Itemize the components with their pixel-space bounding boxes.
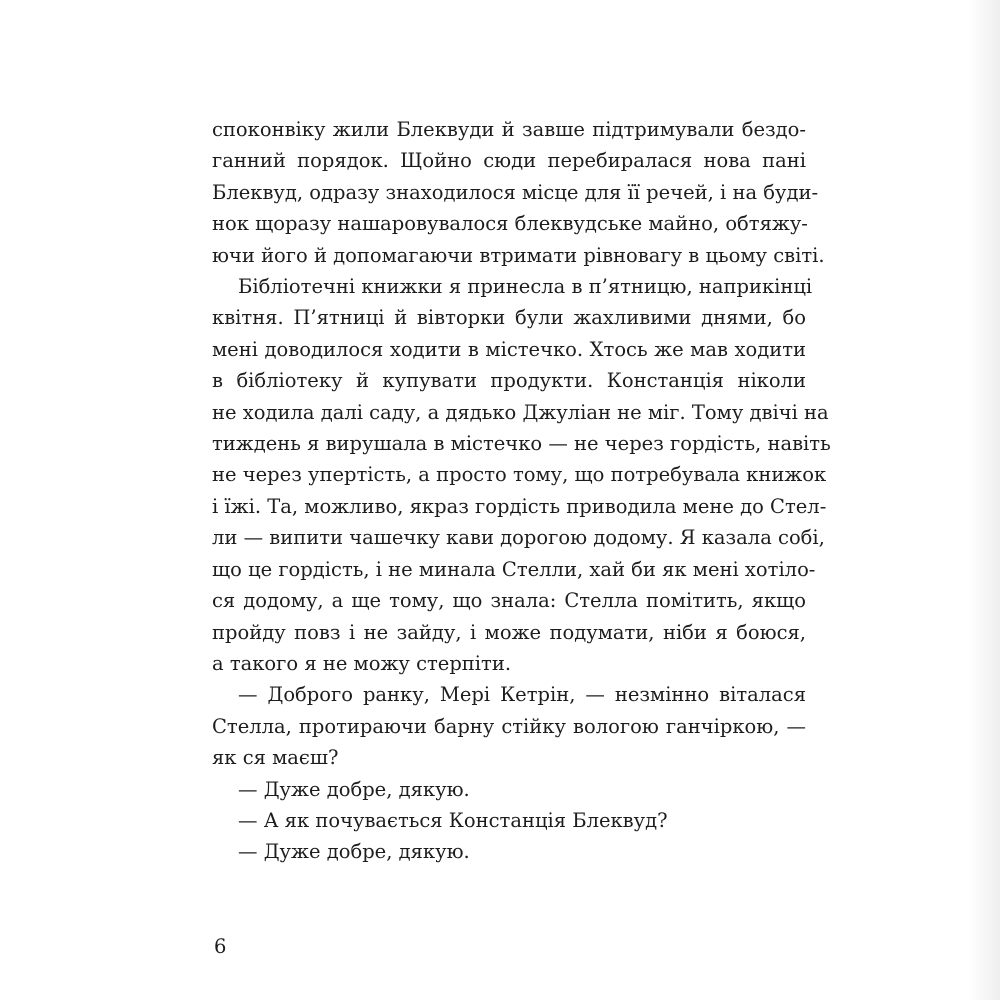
dialogue-line: — А як почувається Констанція Блеквуд?: [238, 808, 668, 832]
text-line: як ся маєш?: [212, 746, 339, 770]
text-line: не ходила далі саду, а дядько Джуліан не міг. Тому двічі на: [212, 400, 829, 424]
text-line: а такого я не можу стерпіти.: [212, 651, 512, 675]
text-line: тиждень я вирушала в містечко — не через гордість, навіть: [212, 432, 831, 456]
body-text: [212, 114, 831, 868]
text-line: споконвіку жили Блеквуди й завше підтримували бездо-: [212, 118, 806, 141]
text-line: Блеквуд, одразу знаходилося місце для її речей, і на буди-: [212, 180, 819, 204]
text-line: ся додому, а ще тому, що знала: Стелла помітить, якщо: [212, 589, 806, 613]
dialogue-line: — Дуже добре, дякую.: [238, 840, 470, 864]
text-line: в бібліотеку й купувати продукти. Констанція ніколи: [212, 369, 806, 393]
text-line: Стелла, протираючи барну стійку вологою ганчіркою, —: [212, 714, 806, 738]
text-line: ючи його й допомагаючи втримати рівновагу в цьому світі.: [212, 243, 825, 267]
page-edge-shadow: [968, 0, 1000, 1000]
text-line: і їжі. Та, можливо, якраз гордість приводила мене до Стел-: [212, 494, 827, 518]
page-number: 6: [214, 935, 227, 958]
dialogue-line: — Дуже добре, дякую.: [238, 777, 470, 801]
text-line: квітня. П’ятниці й вівторки були жахливими днями, бо: [212, 306, 806, 330]
dialogue-line: — Доброго ранку, Мері Кетрін, — незмінно віталася: [238, 683, 806, 707]
text-line: не через упертість, а просто тому, що потребувала книжок: [212, 463, 827, 487]
text-line: ли — випити чашечку кави дорогою додому. Я казала собі,: [212, 526, 825, 550]
text-line: пройду повз і не зайду, і може подумати, ніби я боюся,: [212, 620, 806, 644]
text-line: нок щоразу нашаровувалося блеквудське майно, обтяжу-: [212, 212, 808, 236]
text-line: ганний порядок. Щойно сюди перебиралася нова пані: [212, 149, 806, 173]
text-line: мені доводилося ходити в містечко. Хтось же мав ходити: [212, 337, 806, 361]
text-line: що це гордість, і не минала Стелли, хай би як мені хотіло-: [212, 557, 816, 581]
paragraph-first-line: Бібліотечні книжки я принесла в п’ятницю, наприкінці: [238, 275, 813, 299]
